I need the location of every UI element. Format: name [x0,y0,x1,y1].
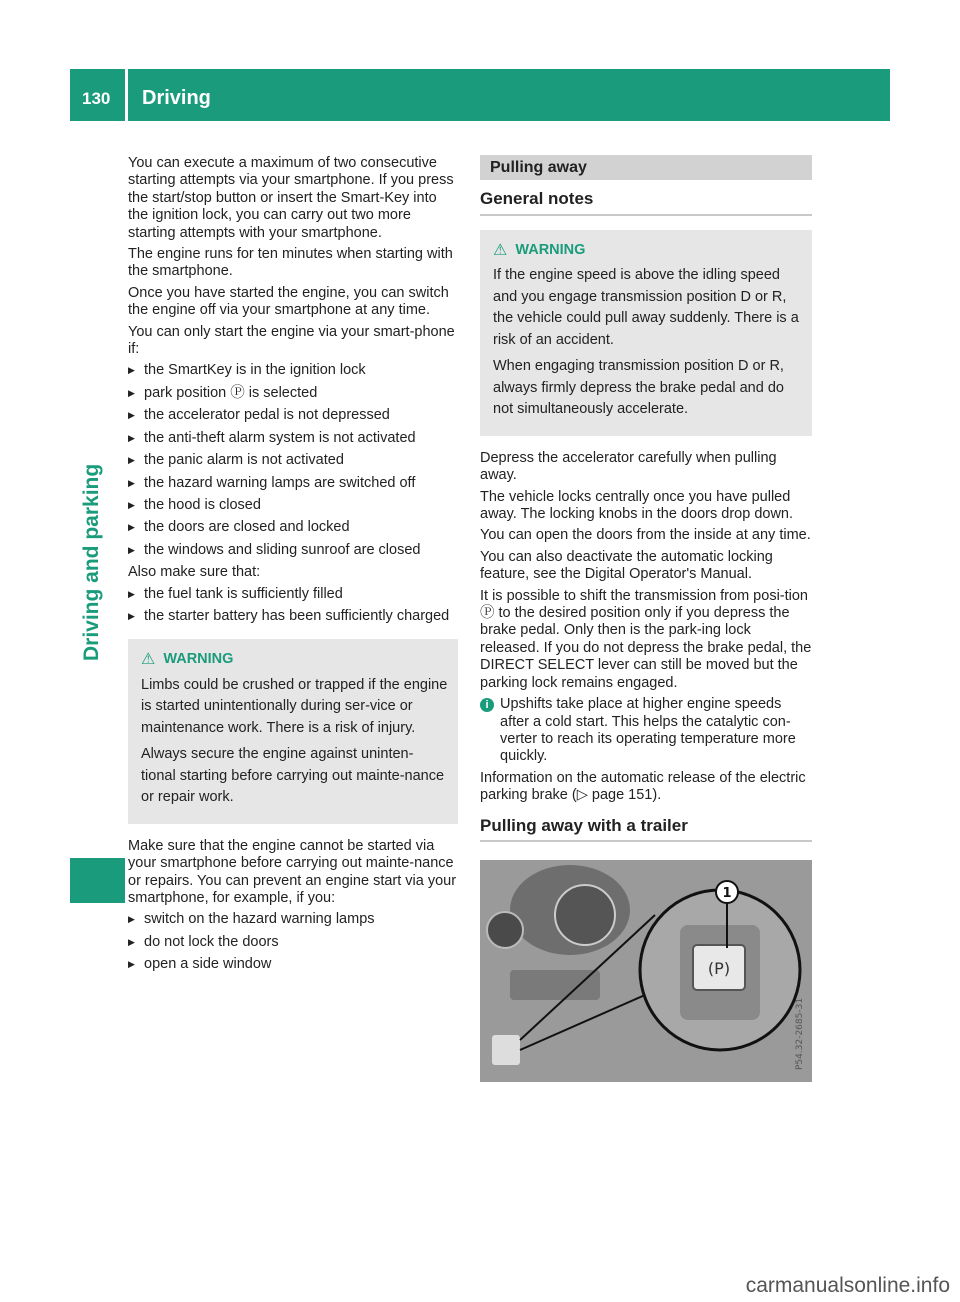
paragraph: You can also deactivate the automatic locking feature, see the Digital Operator's Manual. [480,548,773,583]
watermark: carmanualsonline.info [745,1274,950,1297]
warning-label: WARNING [163,651,234,668]
info-text: Upshifts take place at higher engine speeds after a cold start. This helps the catalytic con-verter to reach its operating temperature more quickly. [500,696,796,765]
chapter-title: Driving [142,87,211,109]
paragraph: The vehicle locks centrally once you have pulled away. The locking knobs in the doors drop down. [480,488,794,523]
paragraph: Once you have started the engine, you can switch the engine off via your smartphone at any time. [128,284,449,319]
list-item: ▶ the doors are closed and locked [128,519,458,536]
paragraph: Information on the automatic release of the electric parking brake (▷ page 151). [480,769,806,804]
brake-symbol: (P) [707,958,731,978]
warning-text: Limbs could be crushed or trapped if the engine is started unintentionally during ser-vice or maintenance work. There is a risk of injury. [141,676,448,736]
paragraph: You can only start the engine via your smart-phone if: [128,323,455,358]
list-item: ▶ the accelerator pedal is not depressed [128,407,458,424]
subheading: Pulling away with a trailer [480,817,812,842]
paragraph: Depress the accelerator carefully when pulling away. [480,449,777,484]
paragraph: You can open the doors from the inside at any time. [480,527,811,544]
list-item: ▶ the hood is closed [128,497,458,514]
paragraph: Also make sure that: [128,564,261,581]
parking-brake-switch-small [492,1035,520,1065]
dashboard-illustration [480,860,812,1082]
section-title: Pulling away [480,155,812,180]
side-tab-marker [70,858,125,903]
paragraph: It is possible to shift the transmission from posi-tion Ⓟ to the desired position only if you depress the brake pedal. Only then is the park-ing lock released. If you do not depress the brake pedal, the DIRECT SELECT lever can still be moved but the parking lock remains engaged. [480,587,812,691]
bullet-list [128,911,458,973]
figure-code: P54.32-2685-31 [795,997,805,1070]
page-header [70,69,890,121]
side-tab [70,121,125,903]
list-item: ▶ open a side window [128,956,458,973]
list-item: ▶ the hazard warning lamps are switched off [128,475,458,492]
warning-text: Always secure the engine against uninten-tional starting before carrying out mainte-nance or repair work. [141,746,445,806]
warning-heading [141,649,448,671]
paragraph: The engine runs for ten minutes when starting with the smartphone. [128,246,453,280]
warning-heading [493,240,802,262]
info-icon: i [480,698,494,712]
left-column [128,155,458,979]
list-item: ▶ the anti-theft alarm system is not activated [128,430,458,447]
light-switch-panel [510,970,600,1000]
warning-box [480,230,812,436]
info-note [480,696,812,770]
list-item: ▶ the fuel tank is sufficiently filled [128,586,458,603]
warning-text: If the engine speed is above the idling speed and you engage transmission position D or R, the vehicle could pull away suddenly. There is a risk of an accident. [493,267,799,348]
speedometer [555,885,615,945]
page-number: 130 [82,89,111,108]
list-item: ▶ the SmartKey is in the ignition lock [128,362,458,379]
list-item: ▶ switch on the hazard warning lamps [128,911,458,928]
side-tab-label: Driving and parking [80,463,103,661]
list-item: ▶ the windows and sliding sunroof are closed [128,542,458,559]
list-item: ▶ do not lock the doors [128,934,458,951]
warning-box [128,639,458,824]
warning-text: When engaging transmission position D or R, always firmly depress the brake pedal and do not simultaneously accelerate. [493,358,784,418]
bullet-list [128,586,458,626]
air-vent [487,912,523,948]
right-column [480,155,812,1087]
callout-number: 1 [722,885,732,901]
list-item: ▶ park position Ⓟ is selected [128,385,458,402]
subheading: General notes [480,190,812,215]
paragraph: You can execute a maximum of two consecutive starting attempts via your smartphone. If you press the start/stop button or insert the Smart-Key into the ignition lock, you can carry out two more starting attempts with your smartphone. [128,155,454,241]
header-divider [125,69,128,121]
list-item: ▶ the panic alarm is not activated [128,452,458,469]
bullet-list [128,362,458,559]
warning-icon: ⚠ [493,241,508,259]
warning-icon: ⚠ [141,651,156,669]
paragraph: Make sure that the engine cannot be started via your smartphone before carrying out mainte-nance or repairs. You can prevent an engine start via your smartphone, for example, if you: [128,837,457,907]
warning-label: WARNING [515,241,586,258]
list-item: ▶ the starter battery has been sufficiently charged [128,608,458,625]
